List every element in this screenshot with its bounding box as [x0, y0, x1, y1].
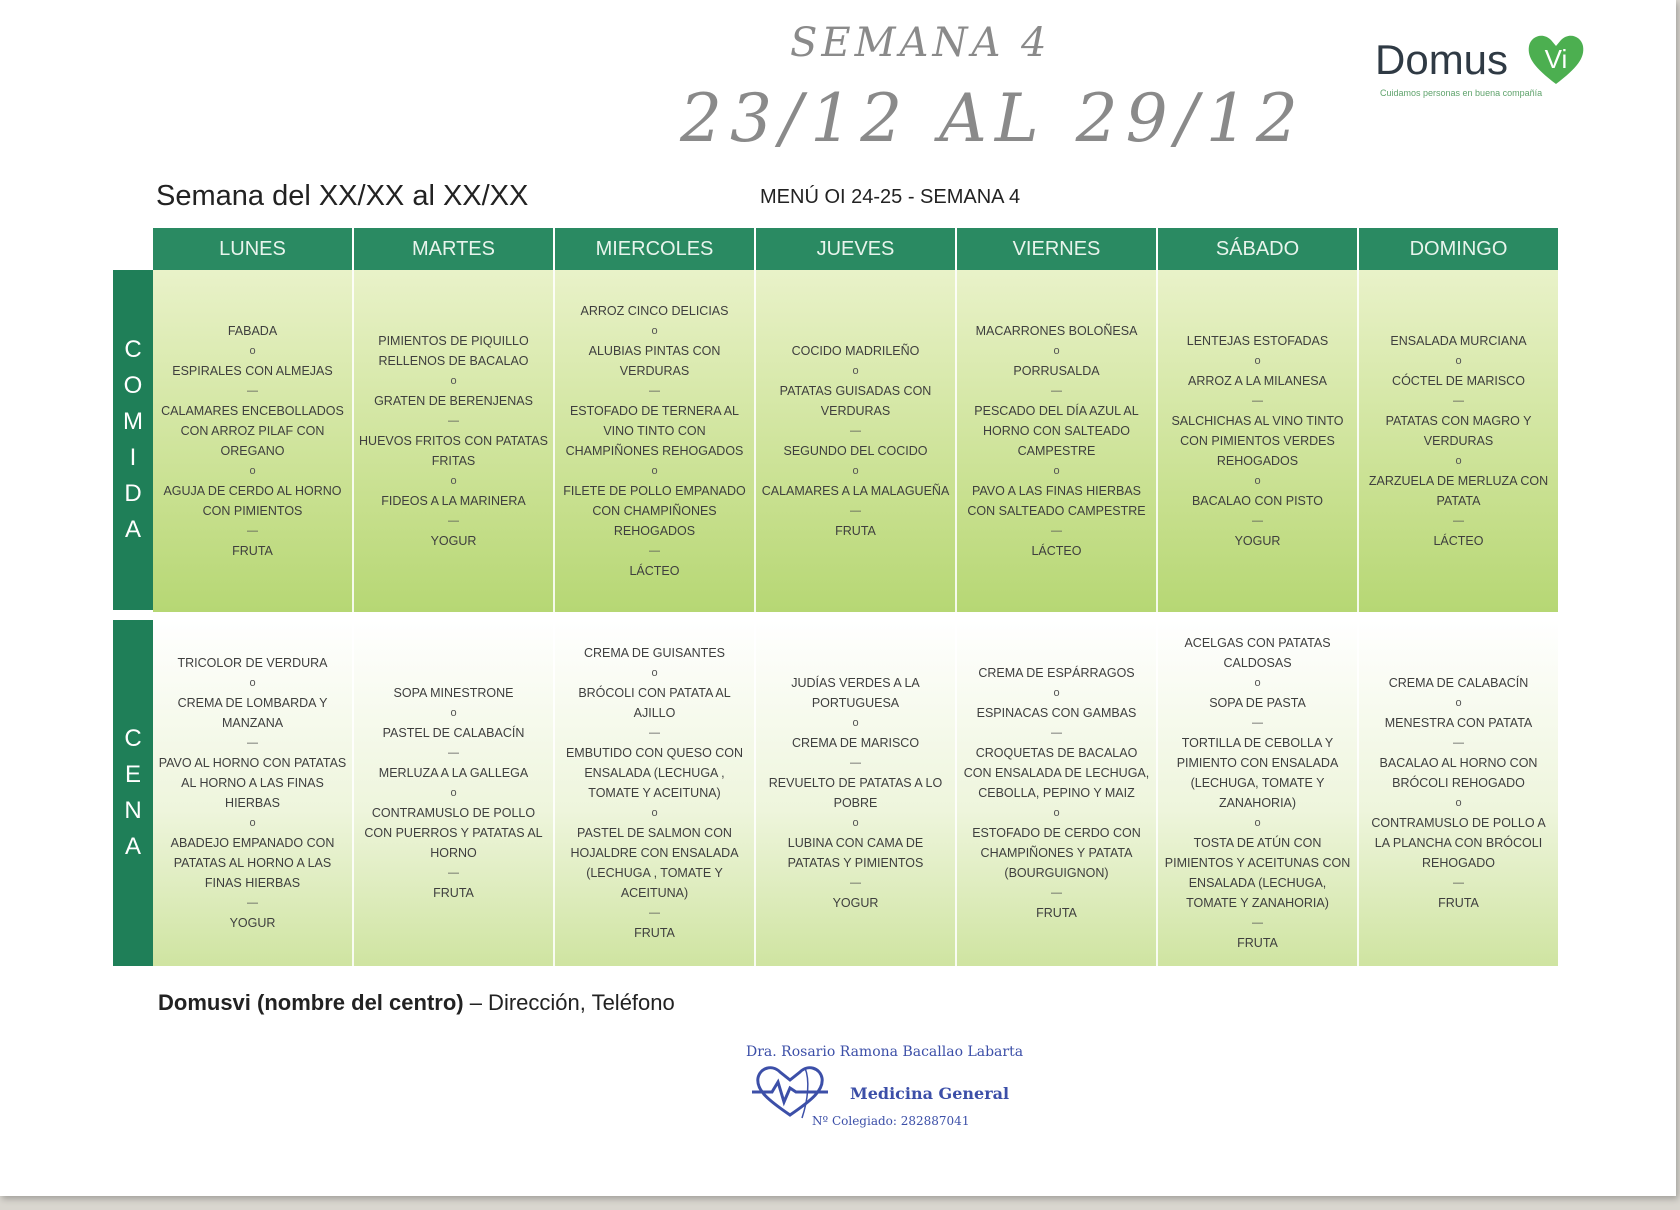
footer-center-info: [158, 990, 675, 1016]
dish-item: SALCHICHAS AL VINO TINTO CON PIMIENTOS VERDES REHOGADOS: [1171, 414, 1344, 468]
side-letter: M: [123, 408, 143, 435]
dish-item: LÁCTEO: [1433, 534, 1484, 548]
dish-item: CREMA DE GUISANTES: [584, 646, 725, 660]
dish-item: FRUTA: [634, 926, 675, 940]
dish-item: LÁCTEO: [1031, 544, 1082, 558]
day-header: DOMINGO: [1359, 228, 1558, 270]
dish-item: ESPIRALES CON ALMEJAS: [172, 364, 333, 378]
dish-item: ESTOFADO DE CERDO CON CHAMPIÑONES Y PATATA (BOURGUIGNON): [972, 826, 1141, 880]
day-header: LUNES: [153, 228, 354, 270]
dish-item: FRUTA: [1438, 896, 1479, 910]
day-header: SÁBADO: [1158, 228, 1359, 270]
dish-separator: —: [1252, 395, 1263, 407]
dish-item: PESCADO DEL DÍA AZUL AL HORNO CON SALTEADO CAMPESTRE: [974, 404, 1139, 458]
cena-cell: [957, 620, 1158, 966]
dish-separator: —: [1051, 727, 1062, 739]
dish-separator: —: [1453, 515, 1464, 527]
cena-cell: [354, 620, 555, 966]
dish-separator: —: [850, 757, 861, 769]
dish-item: SOPA DE PASTA: [1209, 696, 1306, 710]
dish-separator: o: [450, 475, 457, 487]
dish-separator: o: [651, 667, 658, 679]
dish-item: YOGUR: [1234, 534, 1281, 548]
day-header: VIERNES: [957, 228, 1158, 270]
side-letter: E: [124, 761, 141, 788]
dish-item: MERLUZA A LA GALLEGA: [378, 766, 529, 780]
dish-item: FRUTA: [232, 544, 273, 558]
cena-side-label: [113, 620, 153, 966]
dish-item: FIDEOS A LA MARINERA: [381, 494, 526, 508]
dish-item: JUDÍAS VERDES A LA PORTUGUESA: [791, 676, 920, 710]
handwritten-week: SEMANA 4: [790, 20, 1051, 66]
dish-separator: o: [1053, 687, 1060, 699]
dish-separator: —: [1051, 525, 1062, 537]
dish-item: COCIDO MADRILEÑO: [791, 344, 920, 358]
day-header: MARTES: [354, 228, 555, 270]
dish-item: SEGUNDO DEL COCIDO: [783, 444, 928, 458]
dish-item: BRÓCOLI CON PATATA AL AJILLO: [578, 686, 731, 720]
side-letter: A: [124, 516, 141, 543]
dish-item: ARROZ CINCO DELICIAS: [580, 304, 729, 318]
dish-separator: o: [1053, 465, 1060, 477]
dish-item: CALAMARES A LA MALAGUEÑA: [761, 484, 950, 498]
dish-separator: —: [850, 425, 861, 437]
dish-item: FRUTA: [835, 524, 876, 538]
dish-separator: —: [1051, 887, 1062, 899]
dish-item: YOGUR: [229, 916, 276, 930]
menu-table: [113, 228, 1558, 966]
dish-item: CÓCTEL DE MARISCO: [1392, 374, 1525, 388]
dish-separator: o: [450, 787, 457, 799]
dish-separator: o: [651, 807, 658, 819]
dish-separator: —: [247, 737, 258, 749]
comida-side-label: [113, 270, 153, 610]
dish-separator: —: [1453, 877, 1464, 889]
cena-cell: [1158, 620, 1359, 966]
dish-item: CREMA DE CALABACÍN: [1388, 676, 1529, 690]
heart-logo-icon: [1525, 32, 1587, 88]
dish-item: TRICOLOR DE VERDURA: [177, 656, 328, 670]
dish-item: PATATAS CON MAGRO Y VERDURAS: [1385, 414, 1532, 448]
side-letter: C: [124, 336, 142, 363]
dish-item: PORRUSALDA: [1013, 364, 1100, 378]
dish-separator: —: [448, 867, 459, 879]
comida-cell: [1359, 270, 1558, 612]
dish-item: CALAMARES ENCEBOLLADOS CON ARROZ PILAF CON OREGANO: [161, 404, 344, 458]
cena-row: [153, 620, 1558, 966]
dish-separator: —: [649, 907, 660, 919]
dish-item: ABADEJO EMPANADO CON PATATAS AL HORNO A LAS FINAS HIERBAS: [170, 836, 335, 890]
stamp-doctor-name: Dra. Rosario Ramona Bacallao Labarta: [746, 1044, 1024, 1060]
dish-separator: o: [1455, 455, 1462, 467]
comida-cell: [756, 270, 957, 612]
dish-item: PASTEL DE SALMON CON HOJALDRE CON ENSALADA (LECHUGA , TOMATE Y ACEITUNA): [570, 826, 739, 900]
dish-separator: o: [1254, 677, 1261, 689]
heartbeat-heart-icon: [750, 1060, 830, 1120]
side-letter: I: [129, 444, 137, 471]
dish-item: FRUTA: [1237, 936, 1278, 950]
cena-cell: [153, 620, 354, 966]
dish-separator: o: [249, 677, 256, 689]
dish-item: FRUTA: [1036, 906, 1077, 920]
comida-cell: [555, 270, 756, 612]
dish-item: HUEVOS FRITOS CON PATATAS FRITAS: [359, 434, 548, 468]
dish-item: FABADA: [227, 324, 278, 338]
doctor-stamp: [740, 1040, 1024, 1140]
side-letter: A: [124, 833, 141, 860]
dish-separator: o: [1254, 817, 1261, 829]
dish-item: MENESTRA CON PATATA: [1384, 716, 1533, 730]
cena-cell: [1359, 620, 1558, 966]
dish-item: FILETE DE POLLO EMPANADO CON CHAMPIÑONES REHOGADOS: [563, 484, 746, 538]
dish-separator: o: [249, 345, 256, 357]
comida-cell: [957, 270, 1158, 612]
dish-item: AGUJA DE CERDO AL HORNO CON PIMIENTOS: [163, 484, 342, 518]
dish-separator: —: [1252, 515, 1263, 527]
dish-item: SOPA MINESTRONE: [393, 686, 514, 700]
dish-separator: o: [1455, 797, 1462, 809]
comida-cell: [1158, 270, 1359, 612]
dish-separator: o: [450, 375, 457, 387]
dish-separator: —: [247, 525, 258, 537]
dish-separator: —: [247, 897, 258, 909]
dish-separator: —: [1453, 395, 1464, 407]
dish-item: LÁCTEO: [629, 564, 680, 578]
dish-separator: o: [249, 817, 256, 829]
comida-cell: [153, 270, 354, 612]
dish-item: GRATEN DE BERENJENAS: [374, 394, 533, 408]
menu-title: MENÚ OI 24-25 - SEMANA 4: [760, 186, 1021, 208]
dish-item: TORTILLA DE CEBOLLA Y PIMIENTO CON ENSALADA (LECHUGA, TOMATE Y ZANAHORIA): [1176, 736, 1339, 810]
cena-cell: [555, 620, 756, 966]
logo-tagline: Cuidamos personas en buena compañía: [1380, 88, 1543, 98]
dish-separator: —: [649, 385, 660, 397]
dish-separator: o: [852, 817, 859, 829]
dish-separator: o: [852, 365, 859, 377]
dish-item: REVUELTO DE PATATAS A LO POBRE: [768, 776, 943, 810]
dish-item: FRUTA: [433, 886, 474, 900]
dish-item: CROQUETAS DE BACALAO CON ENSALADA DE LECHUGA, CEBOLLA, PEPINO Y MAIZ: [963, 746, 1150, 800]
dish-item: ESTOFADO DE TERNERA AL VINO TINTO CON CHAMPIÑONES REHOGADOS: [565, 404, 744, 458]
side-letter: O: [123, 372, 143, 399]
dish-separator: —: [850, 505, 861, 517]
dish-separator: —: [649, 727, 660, 739]
dish-separator: o: [1254, 475, 1261, 487]
dish-separator: —: [448, 515, 459, 527]
dish-separator: —: [1252, 717, 1263, 729]
logo-heart-letter: Vi: [1544, 44, 1568, 74]
side-letter: N: [124, 797, 142, 824]
dish-item: ALUBIAS PINTAS CON VERDURAS: [588, 344, 721, 378]
dish-separator: —: [850, 877, 861, 889]
dish-item: MACARRONES BOLOÑESA: [975, 324, 1138, 338]
dish-item: ACELGAS CON PATATAS CALDOSAS: [1184, 636, 1331, 670]
day-header: MIERCOLES: [555, 228, 756, 270]
dish-separator: o: [450, 707, 457, 719]
week-range: Semana del XX/XX al XX/XX: [156, 180, 529, 212]
dish-item: BACALAO CON PISTO: [1191, 494, 1324, 508]
dish-item: CONTRAMUSLO DE POLLO A LA PLANCHA CON BRÓCOLI REHOGADO: [1371, 816, 1546, 870]
comida-cell: [354, 270, 555, 612]
day-header: JUEVES: [756, 228, 957, 270]
side-letter: C: [124, 725, 142, 752]
handwritten-dates: 23/12 AL 29/12: [680, 80, 1306, 157]
dish-separator: —: [247, 385, 258, 397]
dish-separator: o: [1455, 355, 1462, 367]
dish-item: ARROZ A LA MILANESA: [1188, 374, 1327, 388]
dish-item: LENTEJAS ESTOFADAS: [1186, 334, 1329, 348]
cena-cell: [756, 620, 957, 966]
dish-item: CONTRAMUSLO DE POLLO CON PUERROS Y PATATAS AL HORNO: [364, 806, 543, 860]
dish-separator: o: [651, 325, 658, 337]
dish-separator: —: [448, 747, 459, 759]
day-header-row: [153, 228, 1558, 270]
dish-item: CREMA DE MARISCO: [791, 736, 920, 750]
dish-item: PAVO AL HORNO CON PATATAS AL HORNO A LAS FINAS HIERBAS: [158, 756, 347, 810]
dish-item: YOGUR: [832, 896, 879, 910]
side-letter: D: [124, 480, 142, 507]
stamp-specialty: Medicina General: [850, 1084, 1010, 1103]
dish-separator: o: [1455, 697, 1462, 709]
footer-address-phone: – Dirección, Teléfono: [463, 990, 675, 1015]
dish-item: LUBINA CON CAMA DE PATATAS Y PIMIENTOS: [787, 836, 924, 870]
dish-item: YOGUR: [430, 534, 477, 548]
dish-separator: —: [448, 415, 459, 427]
dish-item: CREMA DE LOMBARDA Y MANZANA: [177, 696, 328, 730]
dish-item: EMBUTIDO CON QUESO CON ENSALADA (LECHUGA , TOMATE Y ACEITUNA): [565, 746, 744, 800]
dish-item: PIMIENTOS DE PIQUILLO RELLENOS DE BACALAO: [378, 334, 529, 368]
dish-item: ESPINACAS CON GAMBAS: [976, 706, 1137, 720]
dish-separator: o: [852, 465, 859, 477]
logo-word: Domus: [1375, 36, 1509, 83]
dish-separator: o: [1053, 807, 1060, 819]
dish-separator: o: [651, 465, 658, 477]
dish-item: ENSALADA MURCIANA: [1390, 334, 1527, 348]
stamp-license-number: Nº Colegiado: 282887041: [812, 1114, 970, 1128]
dish-separator: o: [1254, 355, 1261, 367]
dish-separator: o: [852, 717, 859, 729]
dish-separator: —: [1051, 385, 1062, 397]
dish-item: PATATAS GUISADAS CON VERDURAS: [779, 384, 932, 418]
comida-row: [153, 270, 1558, 612]
dish-item: BACALAO AL HORNO CON BRÓCOLI REHOGADO: [1379, 756, 1538, 790]
dish-separator: —: [649, 545, 660, 557]
dish-separator: —: [1252, 917, 1263, 929]
dish-item: PASTEL DE CALABACÍN: [382, 726, 525, 740]
dish-item: TOSTA DE ATÚN CON PIMIENTOS Y ACEITUNAS CON ENSALADA (LECHUGA, TOMATE Y ZANAHORIA): [1164, 836, 1351, 910]
dish-separator: —: [1453, 737, 1464, 749]
footer-center-name: Domusvi (nombre del centro): [158, 990, 464, 1015]
dish-item: PAVO A LAS FINAS HIERBAS CON SALTEADO CAMPESTRE: [967, 484, 1146, 518]
dish-item: ZARZUELA DE MERLUZA CON PATATA: [1368, 474, 1549, 508]
dish-item: CREMA DE ESPÁRRAGOS: [978, 666, 1135, 680]
domusvi-logo: [1375, 30, 1595, 110]
dish-separator: o: [1053, 345, 1060, 357]
dish-separator: o: [249, 465, 256, 477]
